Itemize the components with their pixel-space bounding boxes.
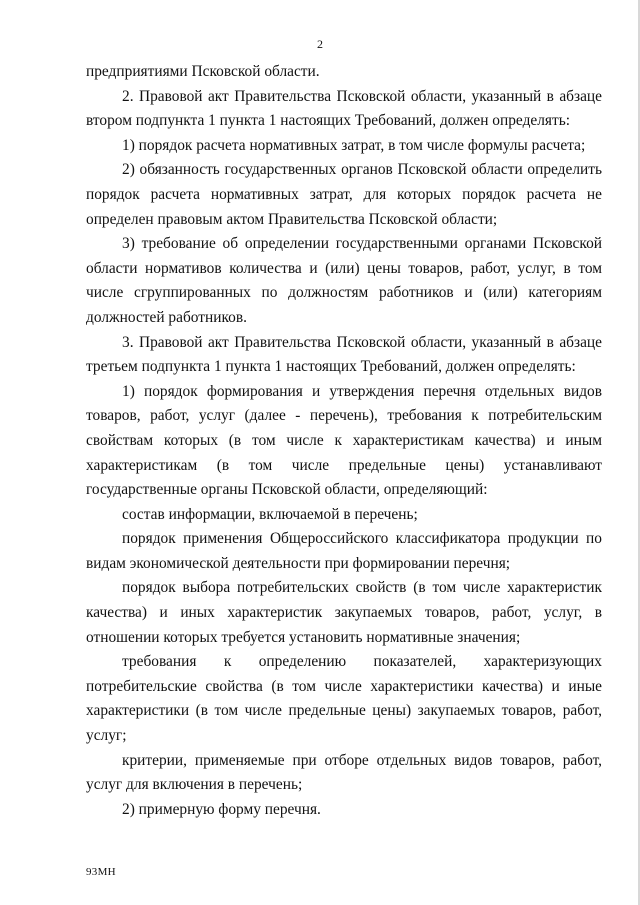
paragraph-list-composition: состав информации, включаемой в перечень; <box>122 505 418 523</box>
paragraph-item-2-1: 1) порядок расчета нормативных затрат, в том числе формулы расчета; <box>122 136 586 154</box>
document-body <box>86 60 602 822</box>
paragraph-item-3-1: 1) порядок формирования и утверждения перечня отдельных видов товаров, работ, услуг (далее - перечень), требования к потребительским свойствам которых (в том числе к характеристикам качества) и иным характеристикам (в том числе предельные цены) устанавливают государственные органы Псковской области, определяющий: <box>86 382 602 499</box>
paragraph-continuation: предприятиями Псковской области. <box>86 63 320 80</box>
paragraph-item-2-2: 2) обязанность государственных органов Псковской области определить порядок расчета нормативных затрат, для которых порядок расчета не определен правовым актом Правительства Псковской области; <box>86 161 602 228</box>
paragraph-list-selection: порядок выбора потребительских свойств (в том числе характеристик качества) и иных характеристик закупаемых товаров, работ, услуг, в отношении которых требуется установить нормативные значения; <box>86 579 602 646</box>
paragraph-item-2-3: 3) требование об определении государственными органами Псковской области нормативов количества и (или) цены товаров, работ, услуг, в том числе сгруппированных по должностям работников и (или) категориям должностей работников. <box>86 235 602 326</box>
paragraph-list-requirements: требования к определению показателей, характеризующих потребительские свойства (в том числе характеристики качества) и иные характеристики (в том числе предельные цены) закупаемых товаров, работ, услуг; <box>86 653 602 745</box>
paragraph-list-criteria: критерии, применяемые при отборе отдельных видов товаров, работ, услуг для включения в перечень; <box>86 751 602 794</box>
paragraph-list-classifier: порядок применения Общероссийского классификатора продукции по видам экономической деятельности при формировании перечня; <box>86 530 602 572</box>
page-number: 2 <box>317 37 323 51</box>
paragraph-item-3-2: 2) примерную форму перечня. <box>122 800 321 818</box>
footer-code: 93МН <box>86 866 116 878</box>
paragraph-item-2: 2. Правовой акт Правительства Псковской области, указанный в абзаце втором подпункта 1 пункта 1 настоящих Требований, должен определять: <box>86 87 602 130</box>
paragraph-item-3: 3. Правовой акт Правительства Псковской области, указанный в абзаце третьем подпункта 1 пункта 1 настоящих Требований, должен определять: <box>86 333 602 376</box>
